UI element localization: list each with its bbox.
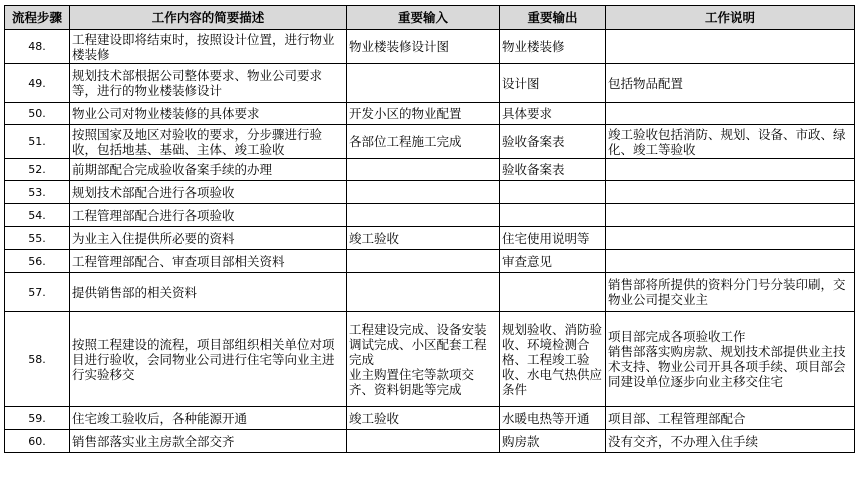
output-cell: 购房款 [500, 430, 606, 453]
note-text: 销售部落实购房款、规划技术部提供业主技术支持、物业公司开具各项手续、项目部会同建设单位逐步向业主移交住宅 [608, 344, 846, 389]
desc-cell: 物业公司对物业楼装修的具体要求 [70, 103, 347, 125]
input-cell [347, 312, 500, 407]
table-row [5, 204, 855, 227]
input-cell [347, 204, 500, 227]
header-note: 工作说明 [606, 6, 855, 30]
output-cell: 物业楼装修 [500, 30, 606, 64]
header-row [5, 6, 855, 30]
step-cell: 56. [5, 250, 70, 273]
table-row [5, 312, 855, 407]
step-cell: 52. [5, 159, 70, 181]
input-cell [347, 181, 500, 204]
header-desc: 工作内容的简要描述 [70, 6, 347, 30]
table-row [5, 250, 855, 273]
input-cell: 竣工验收 [347, 227, 500, 250]
note-text: 项目部完成各项验收工作 [608, 329, 746, 344]
note-cell: 销售部将所提供的资料分门号分装印刷，交物业公司提交业主 [606, 273, 855, 312]
input-cell: 各部位工程施工完成 [347, 125, 500, 159]
output-cell [500, 181, 606, 204]
note-cell [606, 312, 855, 407]
step-cell: 51. [5, 125, 70, 159]
header-step: 流程步骤 [5, 6, 70, 30]
input-text: 工程建设完成、设备安装调试完成、小区配套工程完成 [349, 321, 487, 367]
step-cell: 48. [5, 30, 70, 64]
output-cell: 验收备案表 [500, 159, 606, 181]
input-cell: 竣工验收 [347, 407, 500, 430]
output-cell: 住宅使用说明等 [500, 227, 606, 250]
table-row [5, 273, 855, 312]
input-text: 业主购置住宅等款项交齐、资料钥匙等完成 [349, 366, 475, 397]
note-cell: 竣工验收包括消防、规划、设备、市政、绿化、竣工等验收 [606, 125, 855, 159]
desc-cell: 工程建设即将结束时，按照设计位置，进行物业楼装修 [70, 30, 347, 64]
step-cell: 60. [5, 430, 70, 453]
output-cell: 具体要求 [500, 103, 606, 125]
step-cell: 58. [5, 312, 70, 407]
desc-cell: 工程管理部配合、审查项目部相关资料 [70, 250, 347, 273]
desc-cell: 住宅竣工验收后，各种能源开通 [70, 407, 347, 430]
note-cell [606, 30, 855, 64]
step-cell: 55. [5, 227, 70, 250]
input-cell: 开发小区的物业配置 [347, 103, 500, 125]
output-cell: 规划验收、消防验收、环境检测合格、工程竣工验收、水电气热供应条件 [500, 312, 606, 407]
output-cell: 审查意见 [500, 250, 606, 273]
desc-cell: 销售部落实业主房款全部交齐 [70, 430, 347, 453]
desc-cell: 提供销售部的相关资料 [70, 273, 347, 312]
output-cell: 验收备案表 [500, 125, 606, 159]
table-row [5, 407, 855, 430]
step-cell: 57. [5, 273, 70, 312]
input-cell [347, 273, 500, 312]
table-row [5, 227, 855, 250]
workflow-table [4, 5, 855, 453]
step-cell: 54. [5, 204, 70, 227]
note-cell [606, 103, 855, 125]
header-output: 重要输出 [500, 6, 606, 30]
input-cell: 物业楼装修设计图 [347, 30, 500, 64]
desc-cell: 按照工程建设的流程，项目部组织相关单位对项目进行验收，会同物业公司进行住宅等向业主进行实验移交 [70, 312, 347, 407]
note-cell [606, 159, 855, 181]
note-cell: 项目部、工程管理部配合 [606, 407, 855, 430]
table-row [5, 125, 855, 159]
input-cell [347, 250, 500, 273]
output-cell [500, 204, 606, 227]
step-cell: 49. [5, 64, 70, 103]
table-row [5, 430, 855, 453]
desc-cell: 工程管理部配合进行各项验收 [70, 204, 347, 227]
table-row [5, 30, 855, 64]
step-cell: 53. [5, 181, 70, 204]
header-input: 重要输入 [347, 6, 500, 30]
step-cell: 50. [5, 103, 70, 125]
output-cell [500, 273, 606, 312]
note-cell [606, 181, 855, 204]
table-row [5, 103, 855, 125]
input-cell [347, 64, 500, 103]
step-cell: 59. [5, 407, 70, 430]
note-cell: 包括物品配置 [606, 64, 855, 103]
note-cell [606, 227, 855, 250]
note-cell [606, 250, 855, 273]
input-cell [347, 159, 500, 181]
output-cell: 水暖电热等开通 [500, 407, 606, 430]
desc-cell: 规划技术部根据公司整体要求、物业公司要求等，进行的物业楼装修设计 [70, 64, 347, 103]
table-row [5, 64, 855, 103]
desc-cell: 前期部配合完成验收备案手续的办理 [70, 159, 347, 181]
input-cell [347, 430, 500, 453]
desc-cell: 规划技术部配合进行各项验收 [70, 181, 347, 204]
output-cell: 设计图 [500, 64, 606, 103]
note-cell [606, 204, 855, 227]
desc-cell: 按照国家及地区对验收的要求，分步骤进行验收，包括地基、基础、主体、竣工验收 [70, 125, 347, 159]
desc-cell: 为业主入住提供所必要的资料 [70, 227, 347, 250]
table-row [5, 159, 855, 181]
table-row [5, 181, 855, 204]
note-cell: 没有交齐，不办理入住手续 [606, 430, 855, 453]
